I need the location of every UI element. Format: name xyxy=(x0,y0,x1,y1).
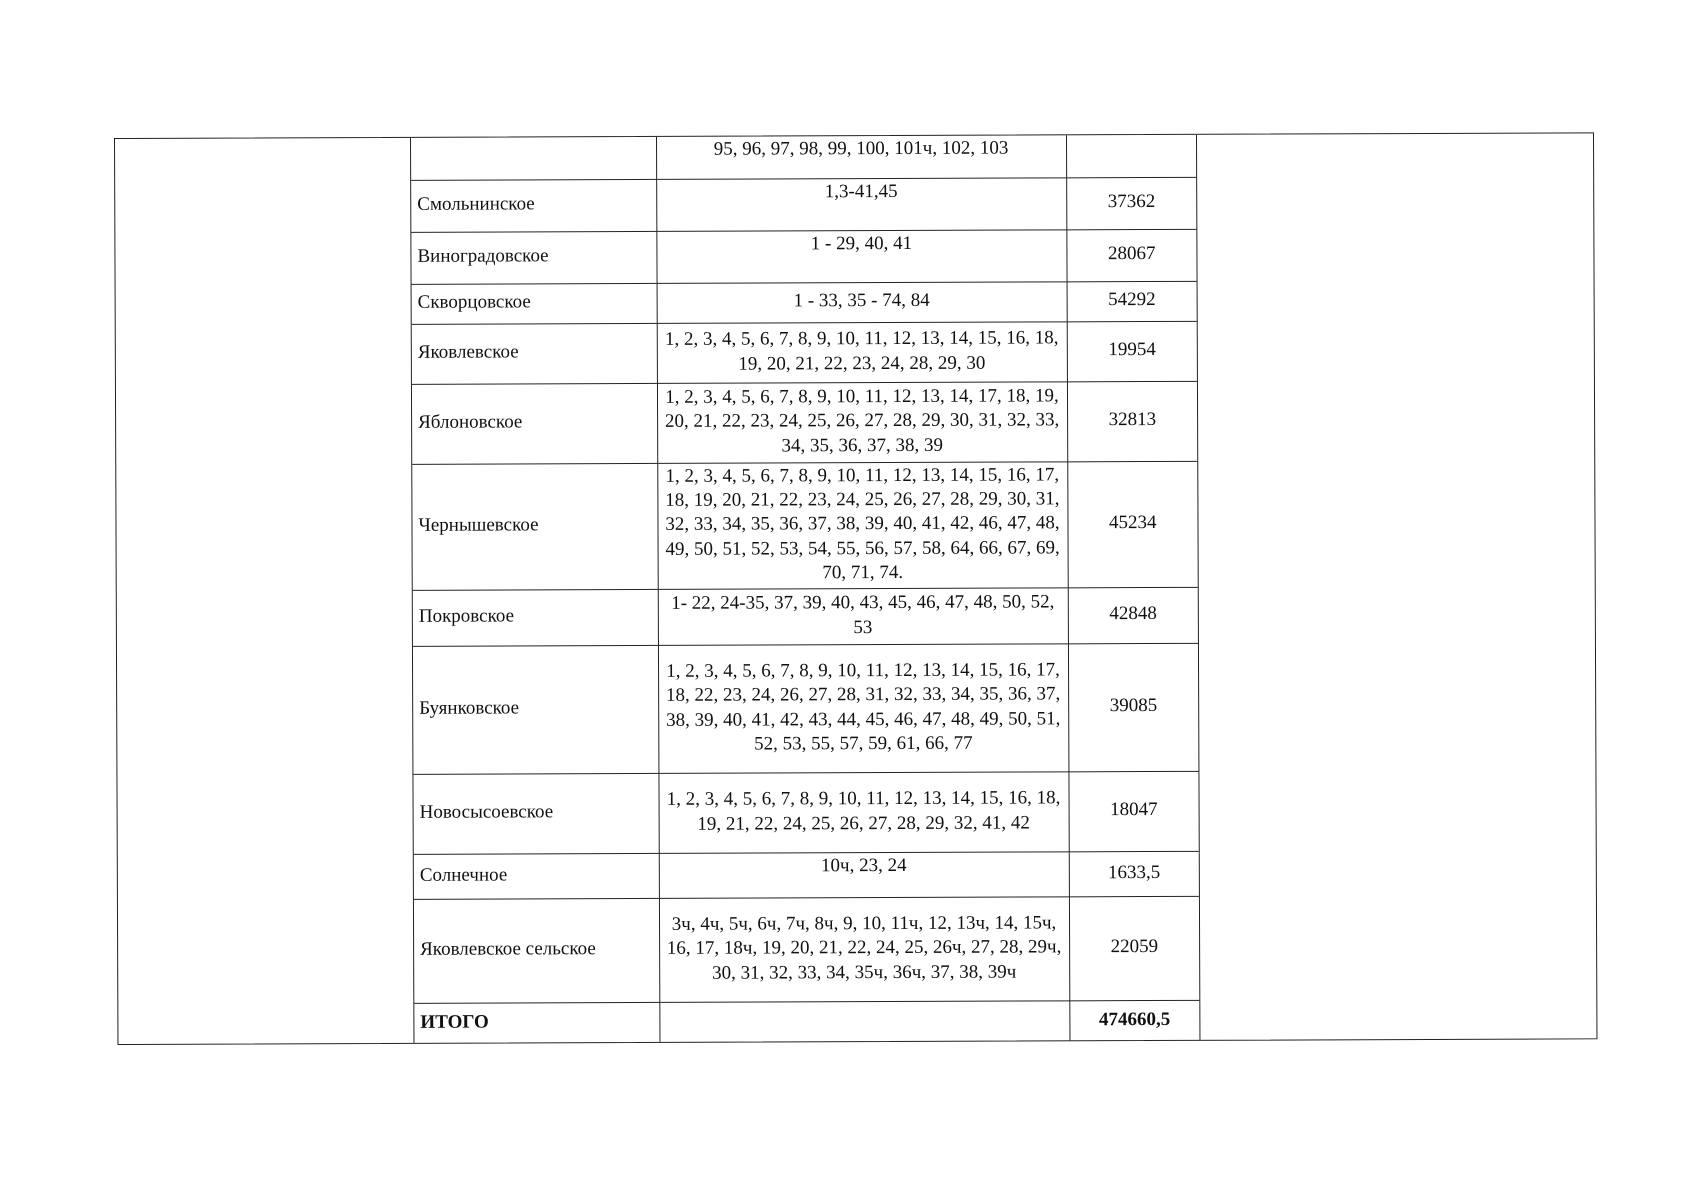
district-name: Яблоновское xyxy=(412,383,657,464)
area-value: 37362 xyxy=(1066,177,1196,229)
empty-right-column xyxy=(1196,133,1596,1040)
table-row xyxy=(412,381,1197,464)
lot-numbers: 3ч, 4ч, 5ч, 6ч, 7ч, 8ч, 9, 10, 11ч, 12, 13ч, 14, 15ч, 16, 17, 18ч, 19, 20, 21, 22, 24, 25, 26ч, 27, 28, 29ч, 30, 31, 32, 33, 34, 35ч, 36ч, 37, 38, 39ч xyxy=(659,896,1069,1002)
table-row xyxy=(412,281,1197,324)
table-row xyxy=(413,771,1198,854)
table-row xyxy=(413,643,1198,774)
area-value: 22059 xyxy=(1069,896,1199,1000)
table-row xyxy=(412,321,1197,384)
lot-numbers: 1, 2, 3, 4, 5, 6, 7, 8, 9, 10, 11, 12, 13, 14, 15, 16, 18, 19, 20, 21, 22, 23, 24, 28, 29, 30 xyxy=(657,321,1067,383)
area-value: 32813 xyxy=(1067,381,1197,461)
table-row xyxy=(412,461,1197,590)
lot-numbers: 1, 2, 3, 4, 5, 6, 7, 8, 9, 10, 11, 12, 13, 14, 15, 16, 17, 18, 19, 20, 21, 22, 23, 24, 25, 26, 27, 28, 29, 30, 31, 32, 33, 34, 35, 36, 37, 38, 39, 40, 41, 42, 46, 47, 48, 49, 50, 51, 52, 53, 54, 55, 56, 57, 58, 64, 66, 67, 69, 70, 71, 74. xyxy=(657,461,1067,589)
area-value: 45234 xyxy=(1067,461,1197,587)
district-name: Покровское xyxy=(413,589,658,646)
table-row xyxy=(411,229,1196,284)
total-value: 474660,5 xyxy=(1069,1000,1199,1040)
area-value: 28067 xyxy=(1066,229,1196,281)
lot-numbers: 1, 2, 3, 4, 5, 6, 7, 8, 9, 10, 11, 12, 13, 14, 15, 16, 18, 19, 21, 22, 24, 25, 26, 27, 28, 29, 32, 41, 42 xyxy=(658,771,1068,853)
lot-numbers: 10ч, 23, 24 xyxy=(659,851,1069,898)
lot-numbers: 1,3-41,45 xyxy=(656,177,1066,231)
lot-numbers: 1, 2, 3, 4, 5, 6, 7, 8, 9, 10, 11, 12, 13, 14, 15, 16, 17, 18, 22, 23, 24, 26, 27, 28, 31, 32, 33, 34, 35, 36, 37, 38, 39, 40, 41, 42, 43, 44, 45, 46, 47, 48, 49, 50, 51, 52, 53, 55, 57, 59, 61, 66, 77 xyxy=(658,643,1068,773)
document-table-page xyxy=(114,132,1597,1045)
total-lots-empty xyxy=(659,1000,1069,1042)
lot-numbers: 1- 22, 24-35, 37, 39, 40, 43, 45, 46, 47, 48, 50, 52, 53 xyxy=(658,587,1068,645)
area-value: 19954 xyxy=(1067,321,1197,381)
district-name: Новосысоевское xyxy=(413,773,658,854)
district-name xyxy=(411,137,656,180)
table-row xyxy=(414,896,1199,1003)
lot-numbers: 1 - 33, 35 - 74, 84 xyxy=(657,281,1067,323)
district-name: Буянковское xyxy=(413,645,658,774)
lot-numbers: 1 - 29, 40, 41 xyxy=(656,229,1066,283)
district-name: Скворцовское xyxy=(412,283,657,324)
area-value xyxy=(1066,135,1196,177)
district-name: Солнечное xyxy=(414,853,659,899)
districts-table xyxy=(411,135,1199,1043)
empty-left-column xyxy=(115,138,414,1044)
area-value: 18047 xyxy=(1068,771,1198,851)
table-row xyxy=(411,177,1196,232)
lot-numbers: 1, 2, 3, 4, 5, 6, 7, 8, 9, 10, 11, 12, 13, 14, 17, 18, 19, 20, 21, 22, 23, 24, 25, 26, 27, 28, 29, 30, 31, 32, 33, 34, 35, 36, 37, 38, 39 xyxy=(657,381,1067,463)
district-name: Смольнинское xyxy=(411,179,656,232)
total-label: ИТОГО xyxy=(414,1002,659,1043)
table-row xyxy=(414,851,1199,899)
table-row xyxy=(411,135,1196,180)
district-name: Яковлевское сельское xyxy=(414,898,659,1003)
district-name: Виноградовское xyxy=(411,231,656,284)
district-name: Яковлевское xyxy=(412,323,657,384)
area-value: 1633,5 xyxy=(1069,851,1199,896)
table-row xyxy=(413,587,1198,646)
lot-numbers: 95, 96, 97, 98, 99, 100, 101ч, 102, 103 xyxy=(656,135,1066,179)
district-name: Чернышевское xyxy=(412,463,657,590)
total-row xyxy=(414,1000,1199,1043)
area-value: 39085 xyxy=(1068,643,1198,771)
area-value: 54292 xyxy=(1067,281,1197,321)
area-value: 42848 xyxy=(1068,587,1198,643)
